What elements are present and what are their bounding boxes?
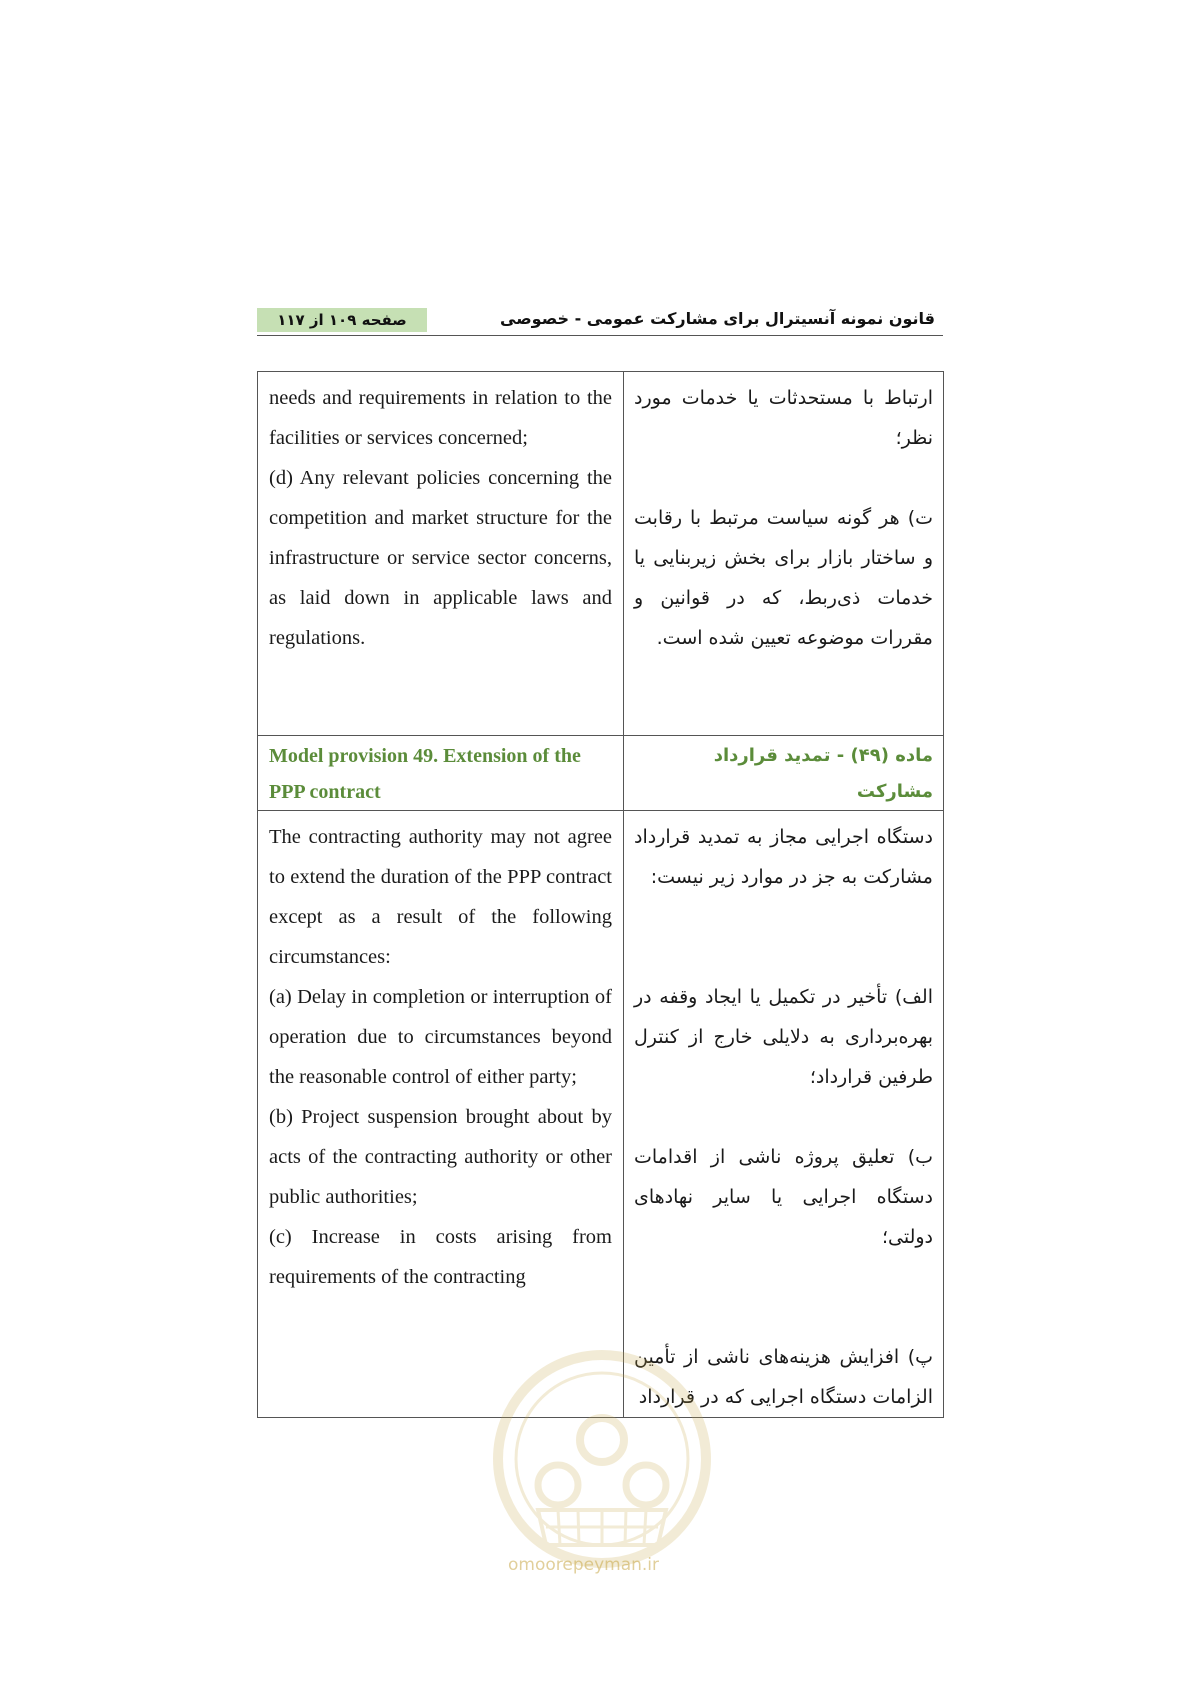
watermark-seal-icon bbox=[488, 1345, 716, 1573]
persian-paragraph: ارتباط با مستحدثات یا خدمات مورد نظر؛ bbox=[634, 387, 933, 449]
persian-paragraph: ب) تعلیق پروژه ناشی از اقدامات دستگاه اجرایی یا سایر نهادهای دولتی؛ bbox=[634, 1146, 933, 1248]
english-paragraph: (a) Delay in completion or interruption of operation due to circumstances beyond the reasonable control of either party; bbox=[269, 986, 612, 1088]
english-cell bbox=[258, 811, 624, 1418]
table-row-heading bbox=[258, 736, 944, 811]
table-row bbox=[258, 811, 944, 1418]
page-number-badge: صفحه ۱۰۹ از ۱۱۷ bbox=[257, 308, 427, 332]
english-heading: Model provision 49. Extension of the PPP contract bbox=[269, 745, 581, 803]
header-title: قانون نمونه آنسیترال برای مشارکت عمومی - خصوصی bbox=[500, 309, 935, 328]
english-paragraph: (d) Any relevant policies concerning the competition and market structure for the infrastructure or service sector concerns, as laid down in applicable laws and regulations. bbox=[269, 467, 612, 649]
english-paragraph: (b) Project suspension brought about by acts of the contracting authority or other public authorities; bbox=[269, 1106, 612, 1208]
table-row bbox=[258, 372, 944, 736]
english-paragraph: (c) Increase in costs arising from requirements of the contracting bbox=[269, 1226, 612, 1288]
english-paragraph: needs and requirements in relation to the facilities or services concerned; bbox=[269, 387, 612, 449]
english-paragraph: The contracting authority may not agree to extend the duration of the PPP contract except as a result of the following circumstances: bbox=[269, 826, 612, 968]
persian-paragraph: ت) هر گونه سیاست مرتبط با رقابت و ساختار بازار برای بخش زیربنایی یا خدمات ذی‌ربط، که در قوانین و مقررات موضوعه تعیین شده است. bbox=[634, 507, 933, 649]
bilingual-table bbox=[257, 371, 944, 1418]
persian-heading-cell bbox=[624, 736, 944, 811]
persian-paragraph: دستگاه اجرایی مجاز به تمدید قرارداد مشارکت به جز در موارد زیر نیست: bbox=[634, 826, 933, 888]
persian-cell bbox=[624, 811, 944, 1418]
page-header bbox=[257, 305, 943, 336]
english-cell bbox=[258, 372, 624, 736]
watermark-site: omoorepeyman.ir bbox=[508, 1555, 660, 1575]
persian-paragraph: پ) افزایش هزینه‌های ناشی از تأمین الزامات دستگاه اجرایی که در قرارداد bbox=[634, 1346, 933, 1408]
persian-heading: ماده (۴۹) - تمدید قرارداد مشارکت bbox=[713, 745, 933, 802]
persian-cell bbox=[624, 372, 944, 736]
english-heading-cell bbox=[258, 736, 624, 811]
persian-paragraph: الف) تأخیر در تکمیل یا ایجاد وقفه در بهره‌برداری به دلایلی خارج از کنترل طرفین قرارداد؛ bbox=[634, 986, 933, 1088]
